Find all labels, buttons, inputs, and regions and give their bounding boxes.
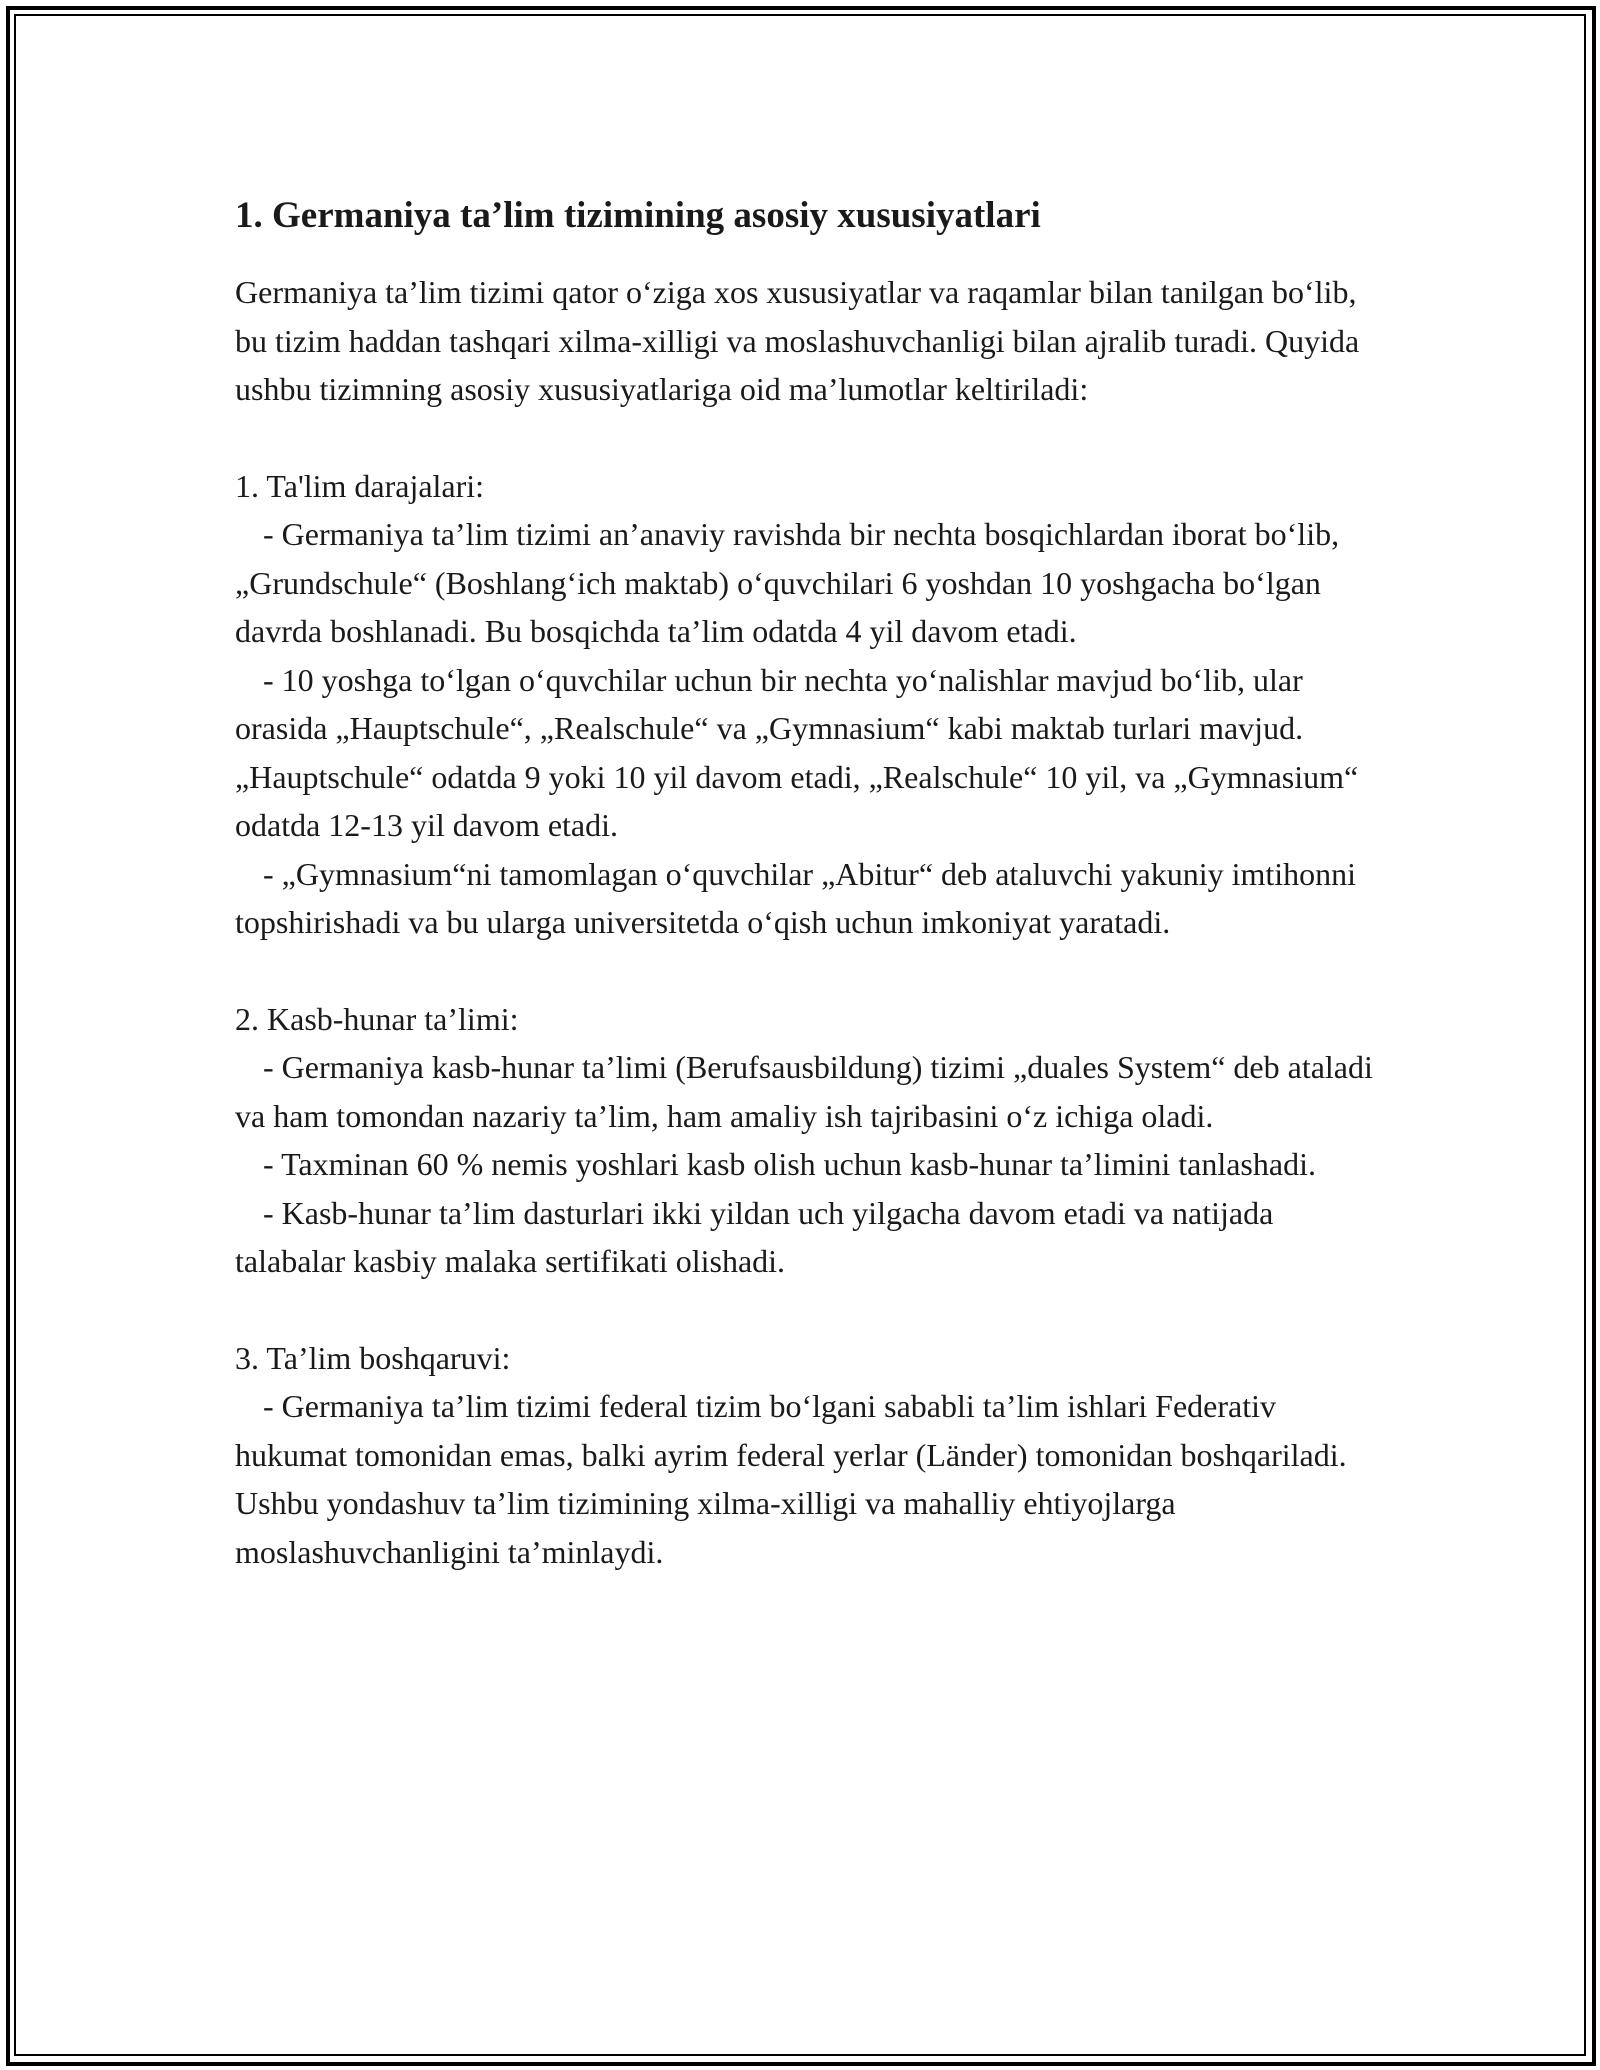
- section-title: 2. Kasb-hunar ta’limi:: [235, 1000, 519, 1037]
- bullet-item: - Germaniya ta’lim tizimi an’anaviy ravishda bir nechta bosqichlardan iborat bo‘lib, „Grundschule“ (Boshlang‘ich maktab) o‘quvchilari 6 yoshdan 10 yoshgacha bo‘lgan davrda boshlanadi. Bu bosqichda ta’lim odatda 4 yil davom etadi.: [235, 516, 1340, 649]
- section-vocational-education: [235, 995, 1385, 1286]
- section-education-levels: [235, 462, 1385, 947]
- bullet-item: - „Gymnasium“ni tamomlagan o‘quvchilar „Abitur“ deb ataluvchi yakuniy imtihonni topshirishadi va bu ularga universitetda o‘qish uchun imkoniyat yaratadi.: [235, 855, 1357, 940]
- section-title: 1. Ta'lim darajalari:: [235, 467, 485, 504]
- bullet-item: - Taxminan 60 % nemis yoshlari kasb olish uchun kasb-hunar ta’limini tanlashadi.: [263, 1146, 1316, 1182]
- bullet-item: - Germaniya ta’lim tizimi federal tizim bo‘lgani sababli ta’lim ishlari Federativ hukumat tomonidan emas, balki ayrim federal yerlar (Länder) tomonidan boshqariladi. Ushbu yondashuv ta’lim tizimining xilma-xilligi va mahalliy ehtiyojlarga moslashuvchanligini ta’minlaydi.: [235, 1388, 1347, 1570]
- document-body: [235, 190, 1385, 1576]
- bullet-item: - Kasb-hunar ta’lim dasturlari ikki yildan uch yilgacha davom etadi va natijada talabalar kasbiy malaka sertifikati olishadi.: [235, 1194, 1274, 1279]
- document-heading: 1. Germaniya ta’lim tizimining asosiy xususiyatlari: [235, 195, 1041, 236]
- section-title: 3. Ta’lim boshqaruvi:: [235, 1339, 511, 1376]
- bullet-item: - 10 yoshga to‘lgan o‘quvchilar uchun bir nechta yo‘nalishlar mavjud bo‘lib, ular orasida „Hauptschule“, „Realschule“ va „Gymnasium“ kabi maktab turlari mavjud. „Hauptschule“ odatda 9 yoki 10 yil davom etadi, „Realschule“ 10 yil, va „Gymnasium“ odatda 12-13 yil davom etadi.: [235, 661, 1359, 843]
- section-education-management: [235, 1334, 1385, 1577]
- intro-paragraph: Germaniya ta’lim tizimi qator o‘ziga xos xususiyatlar va raqamlar bilan tanilgan bo‘lib, bu tizim haddan tashqari xilma-xilligi va moslashuvchanligi bilan ajralib turadi. Quyida ushbu tizimning asosiy xususiyatlariga oid ma’lumotlar keltiriladi:: [235, 274, 1360, 407]
- bullet-item: - Germaniya kasb-hunar ta’limi (Berufsausbildung) tizimi „duales System“ deb ataladi va ham tomondan nazariy ta’lim, ham amaliy ish tajribasini o‘z ichiga oladi.: [235, 1049, 1373, 1134]
